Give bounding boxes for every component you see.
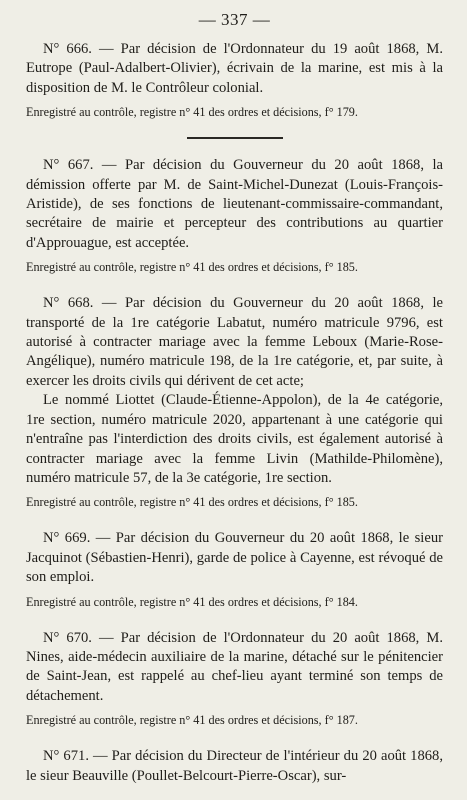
decision-671 bbox=[26, 747, 443, 786]
decision-text: N° 667. — Par décision du Gouverneur du 20 août 1868, la démission offerte par M. de Saint-Michel-Dunezat (Louis-François-Aristide), de ses fonctions de lieutenant-commissaire-commandant, secrétaire de mairie et percepteur des contributions au quartier d'Approuague, est acceptée. bbox=[26, 157, 443, 251]
decision-text: N° 671. — Par décision du Directeur de l'intérieur du 20 août 1868, le sieur Beauville (Poullet-Belcourt-Pierre-Oscar), sur- bbox=[26, 748, 443, 784]
spacer bbox=[26, 275, 443, 294]
decision-668 bbox=[26, 294, 443, 510]
decision-text: N° 666. — Par décision de l'Ordonnateur du 19 août 1868, M. Eutrope (Paul-Adalbert-Olivier), écrivain de la marine, est mis à la disposition de M. le Contrôleur colonial. bbox=[26, 41, 443, 96]
decision-text: N° 670. — Par décision de l'Ordonnateur du 20 août 1868, M. Nines, aide-médecin auxiliaire de la marine, détaché sur le pénitencier de Saint-Jean, est rappelé au chef-lieu ayant terminé son temps de détachement. bbox=[26, 629, 443, 704]
decision-text: N° 669. — Par décision du Gouverneur du 20 août 1868, le sieur Jacquinot (Sébastien-Henri), garde de police à Cayenne, est révoqué de son emploi. bbox=[26, 530, 443, 586]
registry-note: Enregistré au contrôle, registre n° 41 des ordres et décisions, f° 185. bbox=[26, 260, 358, 275]
decision-667 bbox=[26, 156, 443, 275]
spacer bbox=[26, 510, 443, 529]
registry-note: Enregistré au contrôle, registre n° 41 des ordres et décisions, f° 187. bbox=[26, 713, 358, 728]
section-divider bbox=[187, 137, 283, 139]
decision-text-continued: Le nommé Liottet (Claude-Étienne-Appolon), de la 4e catégorie, 1re section, numéro matricule 2020, appartenant à une catégorie qui n'entraîne pas l'interdiction des droits civils, est également autorisé à contracter mariage avec la femme Livin (Mathilde-Philomène), numéro matricule 57, de la 3e catégorie, 1re section. bbox=[26, 392, 443, 486]
decision-669 bbox=[26, 529, 443, 609]
spacer bbox=[26, 728, 443, 747]
registry-note: Enregistré au contrôle, registre n° 41 des ordres et décisions, f° 185. bbox=[26, 495, 358, 510]
registry-note: Enregistré au contrôle, registre n° 41 des ordres et décisions, f° 184. bbox=[26, 594, 358, 609]
decision-666 bbox=[26, 40, 443, 120]
page-number: — 337 — bbox=[198, 10, 271, 29]
registry-note: Enregistré au contrôle, registre n° 41 des ordres et décisions, f° 179. bbox=[26, 105, 358, 120]
decision-670 bbox=[26, 629, 443, 729]
decision-text: N° 668. — Par décision du Gouverneur du 20 août 1868, le transporté de la 1re catégorie Labatut, numéro matricule 9796, est autorisé à contracter mariage avec la femme Leboux (Marie-Rose-Angélique), numéro matricule 198, de la 1re catégorie, et, par suite, à exercer les droits civils qui dérivent de cet acte; bbox=[26, 295, 443, 389]
document-page bbox=[26, 10, 443, 786]
spacer bbox=[26, 610, 443, 629]
